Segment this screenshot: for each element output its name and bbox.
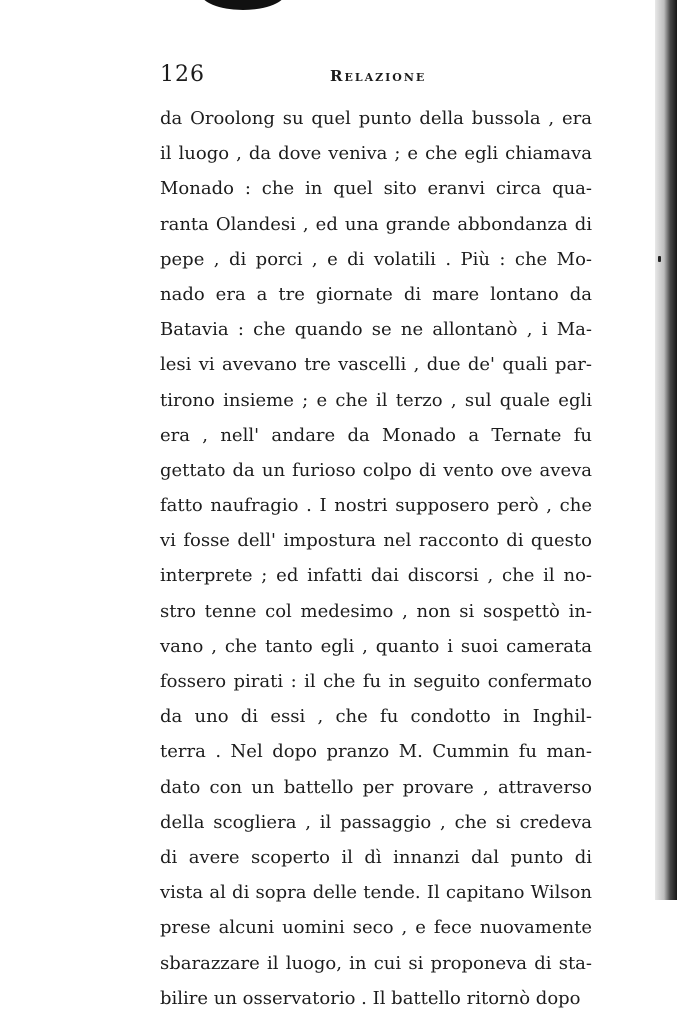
page-number: 126 xyxy=(160,62,205,87)
text-line: sbarazzare il luogo, in cui si proponeva di sta- xyxy=(160,952,592,974)
text-line: interprete ; ed infatti dai discorsi , che il no- xyxy=(160,565,592,587)
ink-speck xyxy=(658,256,661,262)
text-line: Batavia : che quando se ne allontanò , i Ma- xyxy=(160,319,592,341)
text-line: il luogo , da dove veniva ; e che egli chiamava xyxy=(160,143,592,165)
text-line: tirono insieme ; e che il terzo , sul quale egli xyxy=(160,389,592,411)
text-line: vano , che tanto egli , quanto i suoi camerata xyxy=(160,635,592,657)
text-line: nado era a tre giornate di mare lontano da xyxy=(160,283,592,305)
text-line: pepe , di porci , e di volatili . Più : che Mo- xyxy=(160,248,592,270)
text-line: vi fosse dell' impostura nel racconto di questo xyxy=(160,530,592,552)
text-line: dato con un battello per provare , attraverso xyxy=(160,776,592,798)
text-line: Monado : che in quel sito eranvi circa qua- xyxy=(160,178,592,200)
text-line: da uno di essi , che fu condotto in Inghil- xyxy=(160,706,592,728)
text-line: ranta Olandesi , ed una grande abbondanza di xyxy=(160,213,592,235)
running-head xyxy=(160,62,592,96)
text-line: vista al di sopra delle tende. Il capitano Wilson xyxy=(160,882,592,904)
text-line: gettato da un furioso colpo di vento ove aveva xyxy=(160,459,592,481)
text-line: fatto naufragio . I nostri supposero però , che xyxy=(160,495,592,517)
text-line: stro tenne col medesimo , non si sospettò in- xyxy=(160,600,592,622)
text-line: fossero pirati : il che fu in seguito confermato xyxy=(160,671,592,692)
text-line: era , nell' andare da Monado a Ternate fu xyxy=(160,424,592,446)
text-line: lesi vi avevano tre vascelli , due de' quali par- xyxy=(160,354,592,376)
text-line: da Oroolong su quel punto della bussola , era xyxy=(160,108,592,129)
text-line: della scogliera , il passaggio , che si credeva xyxy=(160,811,592,833)
running-title: Relazione xyxy=(330,67,427,85)
text-line: terra . Nel dopo pranzo M. Cummin fu man- xyxy=(160,741,592,763)
ink-blot xyxy=(200,0,286,10)
text-line: di avere scoperto il dì innanzi dal punto di xyxy=(160,846,592,868)
body-text xyxy=(160,101,592,1016)
text-line: bilire un osservatorio . Il battello ritornò dopo xyxy=(160,987,581,1009)
page-binding-edge xyxy=(655,0,677,900)
text-line: prese alcuni uomini seco , e fece nuovamente xyxy=(160,917,592,939)
